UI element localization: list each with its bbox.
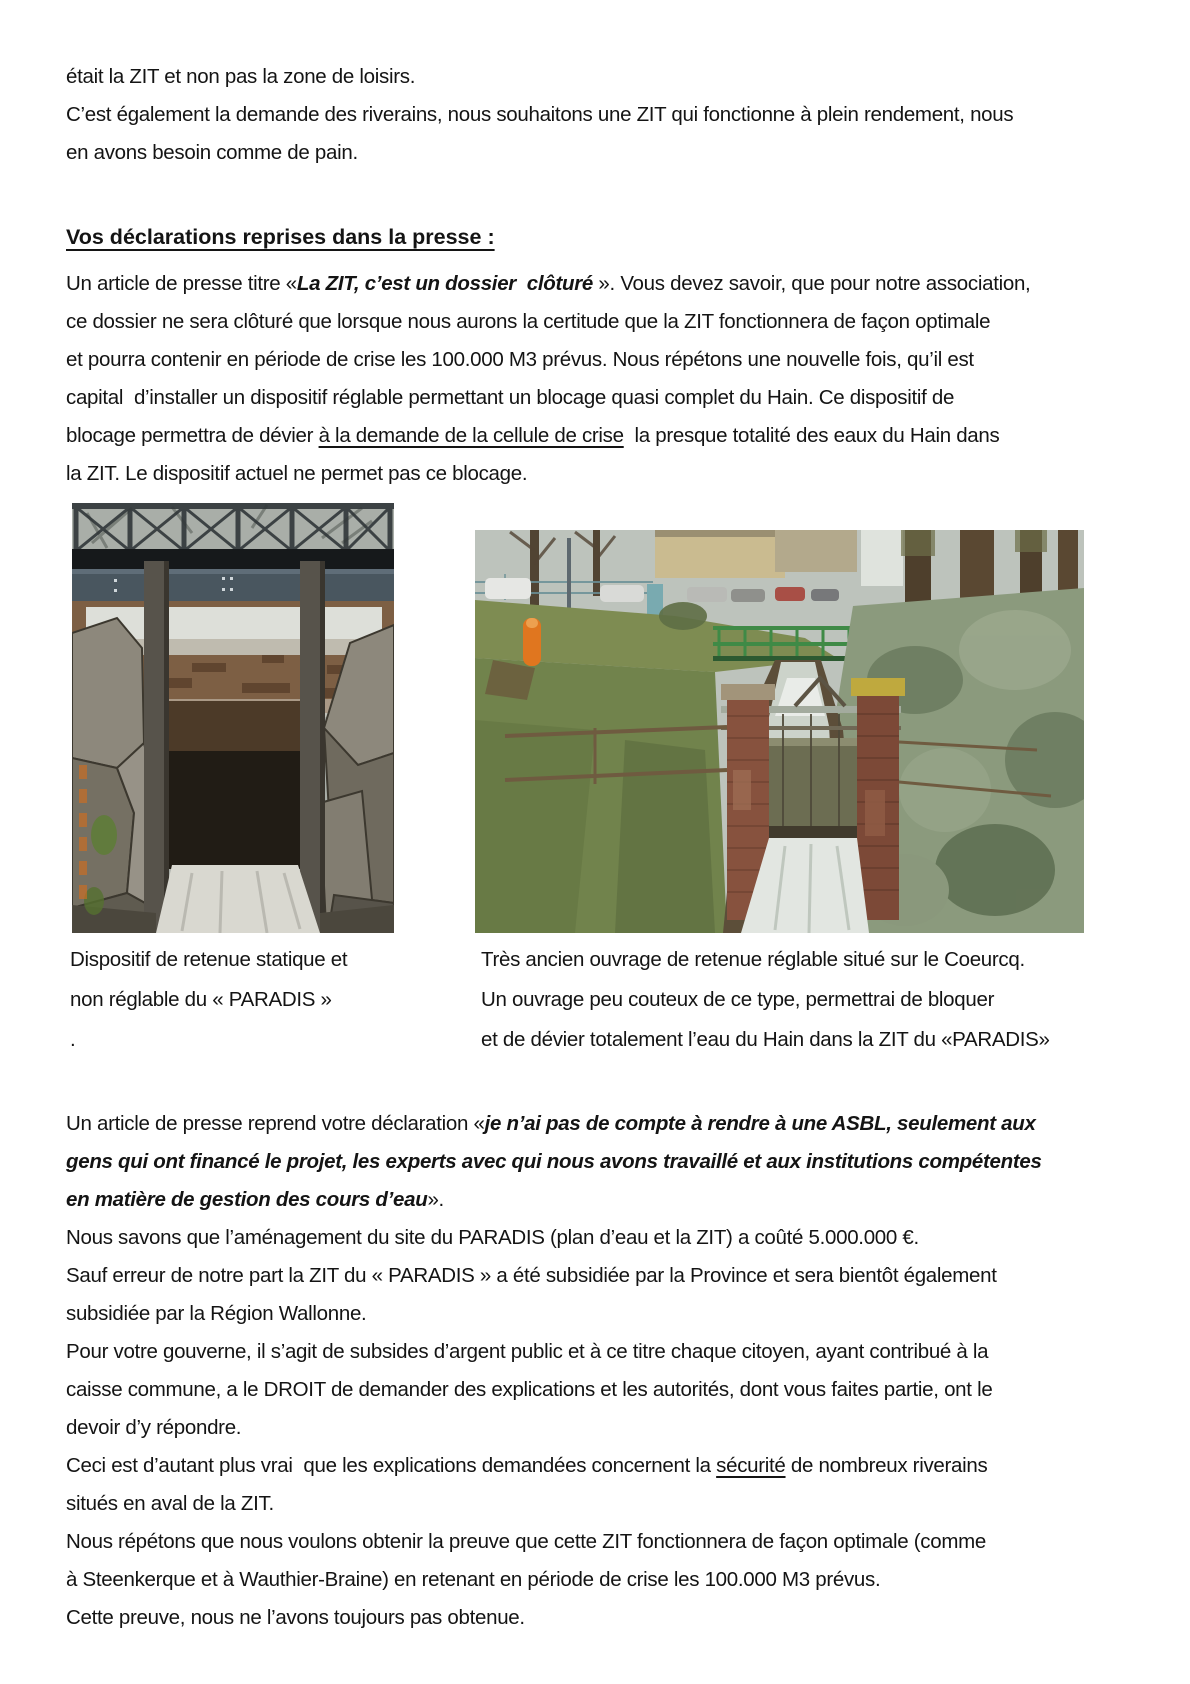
text-line (66, 1181, 1130, 1219)
text-line: était la ZIT et non pas la zone de loisirs. (66, 65, 416, 88)
text-segment: de nombreux riverains (785, 1454, 988, 1477)
static-weir-photo (72, 503, 394, 933)
text-line: devoir d’y répondre. (66, 1416, 242, 1439)
water-chute (156, 865, 320, 933)
lower-beam (769, 826, 857, 838)
text-line: et de dévier totalement l’eau du Hain dans la ZIT du «PARADIS» (481, 1028, 1050, 1051)
text-line (66, 417, 1130, 455)
text-line: à Steenkerque et à Wauthier-Braine) en retenant en période de crise les 100.000 M3 prévus. (66, 1568, 881, 1591)
section-heading-text: Vos déclarations reprises dans la presse : (66, 225, 495, 249)
text-line: capital d’installer un dispositif réglable permettant un blocage quasi complet du Hain. Ce dispositif de (66, 386, 955, 409)
text-segment: ». Vous devez savoir, que pour notre association, (593, 272, 1031, 295)
text-segment: Un article de presse reprend votre déclaration « (66, 1112, 485, 1135)
text-line: Nous répétons que nous voulons obtenir la preuve que cette ZIT fonctionnera de façon optimale (comme (66, 1530, 987, 1553)
intro-paragraph (66, 58, 1130, 172)
styled-text-segment: gens qui ont financé le projet, les experts avec qui nous avons travaillé et aux institutions compétentes (66, 1150, 1042, 1173)
old-brick-sluice-photo (475, 530, 1084, 933)
text-line (66, 1105, 1130, 1143)
styled-text-segment: en matière de gestion des cours d’eau (66, 1188, 428, 1211)
text-line: caisse commune, a le DROIT de demander des explications et les autorités, dont vous faites partie, ont le (66, 1378, 993, 1401)
text-line: Dispositif de retenue statique et (70, 948, 348, 971)
text-line (66, 1143, 1130, 1181)
styled-text-segment: sécurité (716, 1454, 786, 1477)
text-line: et pourra contenir en période de crise les 100.000 M3 prévus. Nous répétons une nouvelle fois, qu’il est (66, 348, 974, 371)
styled-text-segment: La ZIT, c’est un dossier clôturé (296, 272, 594, 295)
text-segment: Ceci est d’autant plus vrai que les explications demandées concernent la (66, 1454, 717, 1477)
text-line: . (70, 1028, 76, 1051)
text-line: subsidiée par la Région Wallonne. (66, 1302, 367, 1325)
bridge-shadow-band (72, 549, 394, 569)
text-line: Cette preuve, nous ne l’avons toujours pas obtenue. (66, 1606, 525, 1629)
photo-captions (66, 940, 1130, 1060)
text-line: en avons besoin comme de pain. (66, 141, 358, 164)
text-segment: ». (427, 1188, 444, 1211)
text-line: Sauf erreur de notre part la ZIT du « PARADIS » a été subsidiée par la Province et sera bientôt également (66, 1264, 997, 1287)
text-line: C’est également la demande des riverains, nous souhaitons une ZIT qui fonctionne à plein rendement, nous (66, 103, 1014, 126)
text-segment: Un article de presse titre « (66, 272, 297, 295)
text-line: Pour votre gouverne, il s’agit de subsides d’argent public et à ce titre chaque citoyen, ayant contribué à la (66, 1340, 989, 1363)
text-line: Un ouvrage peu couteux de ce type, permettrai de bloquer (481, 988, 995, 1011)
styled-text-segment: je n’ai pas de compte à rendre à une ASBL, seulement aux (484, 1112, 1036, 1135)
text-line (66, 265, 1130, 303)
press-article-2-paragraph (66, 1105, 1130, 1637)
moss-patch (91, 815, 117, 855)
text-segment: blocage permettra de dévier (66, 424, 319, 447)
text-segment: la presque totalité des eaux du Hain dans (623, 424, 1000, 447)
text-line: Très ancien ouvrage de retenue réglable situé sur le Coeurcq. (481, 948, 1025, 971)
text-line: Nous savons que l’aménagement du site du PARADIS (plan d’eau et la ZIT) a coûté 5.000.000 €. (66, 1226, 919, 1249)
text-line: non réglable du « PARADIS » (70, 988, 332, 1011)
section-heading (66, 218, 1130, 256)
text-line: ce dossier ne sera clôturé que lorsque nous aurons la certitude que la ZIT fonctionnera de façon optimale (66, 310, 991, 333)
text-line: la ZIT. Le dispositif actuel ne permet pas ce blocage. (66, 462, 528, 485)
photo-row (66, 503, 1130, 933)
left-photo-caption (70, 940, 347, 1060)
press-article-1-paragraph (66, 265, 1130, 493)
right-photo-caption (481, 940, 1050, 1060)
building (655, 530, 785, 578)
text-line (66, 1447, 1130, 1485)
styled-text-segment: à la demande de la cellule de crise (318, 424, 624, 447)
text-line: situés en aval de la ZIT. (66, 1492, 274, 1515)
